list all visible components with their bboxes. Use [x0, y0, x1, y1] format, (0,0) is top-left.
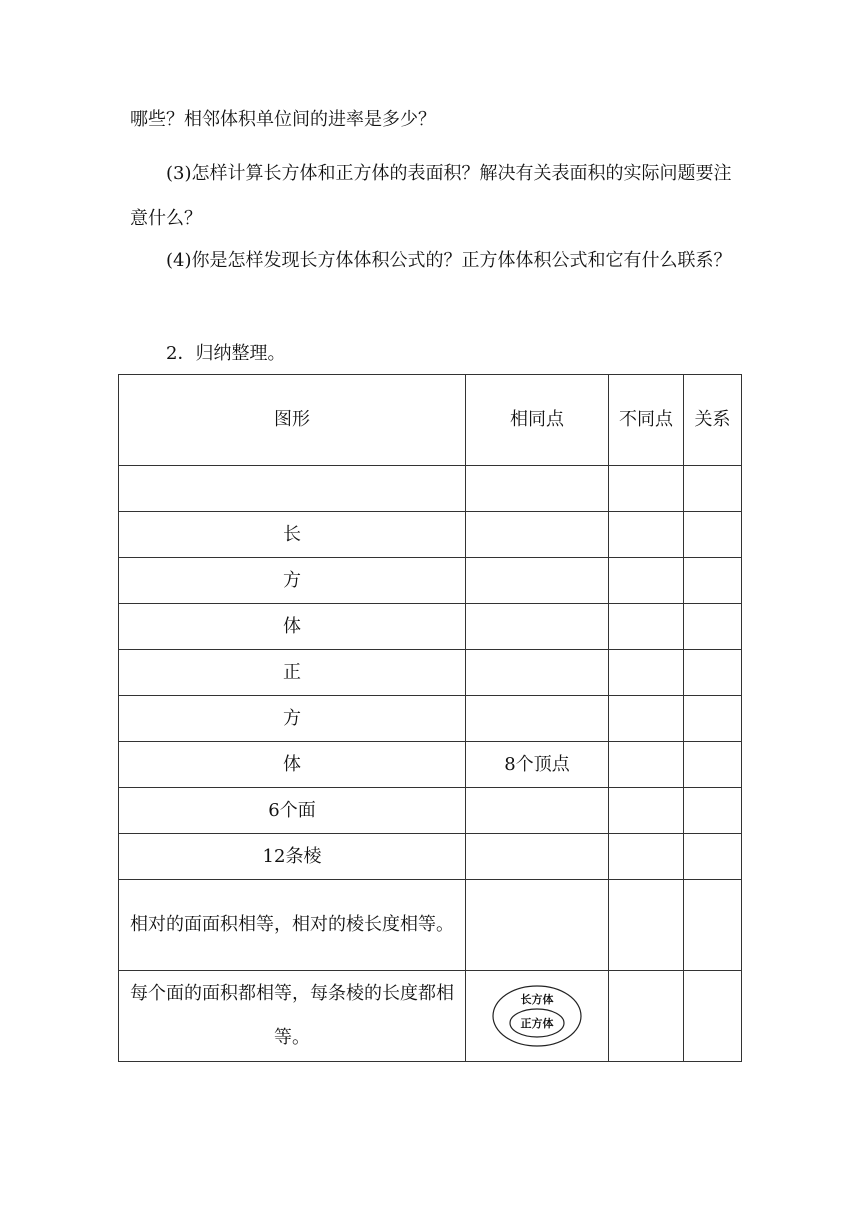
venn-inner-label: 正方体 [520, 1017, 554, 1030]
table-cell [466, 834, 609, 880]
table-cell [684, 834, 742, 880]
table-cell: 正 [119, 650, 466, 696]
table-cell [684, 742, 742, 788]
table-cell [119, 466, 466, 512]
table-cell [609, 834, 684, 880]
table-cell: 12条棱 [119, 834, 466, 880]
venn-outer-label: 长方体 [520, 993, 554, 1006]
table-cell [466, 558, 609, 604]
table-cell: 长 [119, 512, 466, 558]
table-cell [609, 558, 684, 604]
table-row [119, 880, 742, 971]
table-cell [684, 604, 742, 650]
table-cell [466, 466, 609, 512]
table-cell [684, 696, 742, 742]
table-cell [466, 512, 609, 558]
venn-diagram [491, 984, 583, 1048]
header-similarities: 相同点 [466, 375, 609, 466]
question-4: (4)你是怎样发现长方体体积公式的？正方体体积公式和它有什么联系？ [166, 250, 732, 271]
table-cell: 体 [119, 604, 466, 650]
table-cell [609, 512, 684, 558]
table-cell [684, 558, 742, 604]
table-row [119, 834, 742, 880]
header-relationship: 关系 [684, 375, 742, 466]
table-row [119, 650, 742, 696]
table-cell [684, 650, 742, 696]
table-cell [466, 650, 609, 696]
table-cell [684, 971, 742, 1062]
table-header-row [119, 375, 742, 466]
table-row [119, 558, 742, 604]
table-row [119, 466, 742, 512]
table-cell: 每个面的面积都相等，每条棱的长度都相等。 [119, 971, 466, 1062]
table-cell [609, 971, 684, 1062]
summary-table [118, 374, 742, 1062]
table-cell [684, 512, 742, 558]
table-cell: 体 [119, 742, 466, 788]
table-cell [609, 788, 684, 834]
table-cell [466, 696, 609, 742]
table-cell [466, 880, 609, 971]
venn-cell [466, 971, 609, 1062]
table-row [119, 742, 742, 788]
table-row [119, 971, 742, 1062]
table-cell [466, 604, 609, 650]
table-row [119, 696, 742, 742]
table-row [119, 788, 742, 834]
table-cell [684, 880, 742, 971]
header-shape: 图形 [119, 375, 466, 466]
question-text-continued: 哪些？相邻体积单位间的进率是多少？ [130, 109, 436, 130]
section-2-heading: 2．归纳整理。 [166, 343, 286, 364]
question-3: (3)怎样计算长方体和正方体的表面积？解决有关表面积的实际问题要注意什么？ [130, 163, 732, 229]
table-cell [609, 742, 684, 788]
table-cell: 方 [119, 696, 466, 742]
table-cell: 方 [119, 558, 466, 604]
table-cell [609, 466, 684, 512]
table-cell [684, 788, 742, 834]
table-cell [609, 650, 684, 696]
table-cell [609, 880, 684, 971]
table-cell [609, 604, 684, 650]
table-cell [609, 696, 684, 742]
table-row [119, 604, 742, 650]
table-cell [684, 466, 742, 512]
table-cell: 8个顶点 [466, 742, 609, 788]
table-row [119, 512, 742, 558]
table-cell [466, 788, 609, 834]
table-cell: 6个面 [119, 788, 466, 834]
table-cell: 相对的面面积相等，相对的棱长度相等。 [119, 880, 466, 971]
header-differences: 不同点 [609, 375, 684, 466]
